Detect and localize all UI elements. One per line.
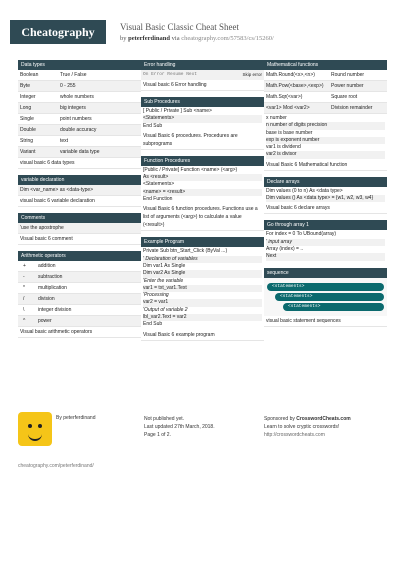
row-key: - [23,274,25,280]
row-key: Variant [20,149,36,155]
code-line: End Sub [143,321,163,328]
code-line: 'Processing [143,292,169,299]
table-row [18,316,141,327]
code-line: var2 = var1 [143,299,262,306]
section-footer: Visual basic 6 Error handling [141,80,264,91]
section-footer: Visual basic 6 comment [18,234,141,245]
code-line: lbl_var2.Text = var2 [143,314,262,321]
section-footer: Visual basic 6 declare arrays [264,203,387,214]
row-value: integer division [38,307,72,313]
code-line: <name> = <result> [143,189,262,196]
section-footer: Visual Basic 6 Mathematical function [264,160,387,171]
footer [0,412,400,502]
row-key: Single [20,116,34,122]
author-profile-url[interactable]: cheatography.com/peterferdinand/ [18,463,94,469]
code-line: <Statements> [143,181,175,188]
row-key: Long [20,105,32,111]
row-value: point numbers [60,116,92,122]
section-header: Mathematical functions [264,60,387,70]
row-key: ^ [23,318,26,324]
statement-pill: <statements> [267,283,384,291]
table-row [18,294,141,305]
table-row [18,103,141,114]
table-row [264,70,387,81]
code-line: 'use the apostrophe [18,223,141,234]
section-footer: visual basic 6 variable declaration [18,196,141,207]
code-line: Array (index) = .. [266,245,304,252]
table-row [264,92,387,103]
publish-info: Not published yet. Last updated 27th March, 2018. Page 1 of 2. [144,416,215,438]
code-line: Next [266,253,385,260]
eye-icon [28,424,32,428]
row-value: Power number [331,83,364,89]
code-line: Dim var2 As Single [143,270,262,277]
code-line: exp is exponent number [266,137,385,144]
statement-pill: <statements> [275,293,384,301]
code-line: End Sub [143,122,163,129]
eye-icon [38,424,42,428]
go-through-array-box [264,220,387,261]
section-header: Data types [18,60,141,70]
section-header: sequence [264,268,387,278]
section-footer: Visual Basic 6 function procedures. Functions use a list of arguments (<arg>) to calculate a value (<result>) [141,204,264,231]
row-key: Integer [20,94,36,100]
row-value: addition [38,263,56,269]
row-key: <var1> Mod <var2> [266,105,310,111]
row-value: whole numbers [60,94,94,100]
row-key: String [20,138,34,144]
code-line: ' input array [266,239,385,246]
sheet-url[interactable]: cheatography.com/57583/cs/15260/ [181,35,274,42]
arithmetic-box [18,251,141,338]
math-functions-box [264,60,387,171]
code-line: End Function [143,196,173,203]
table-row [18,305,141,316]
row-value: True / False [60,72,87,78]
row-value: Square root [331,94,358,100]
table-row [18,70,141,81]
sub-procedures-box [141,97,264,150]
table-row [264,81,387,92]
code-line: var1 = txt_var1.Text [143,285,262,292]
code-line: var1 is dividend [266,144,301,151]
sponsor-info: Sponsored by CrosswordCheats.com Learn to solve cryptic crosswords! http://crosswordcheats.com [264,416,351,438]
code-line: Dim var1 As Single [143,262,186,269]
table-row [264,103,387,114]
code-line: As <result> [143,174,262,181]
comments-box [18,213,141,245]
code-line: On Error Resume Next Skip error [141,70,264,80]
row-key: Math.Sqr(<var>) [266,94,303,100]
section-header: Function Procedures [141,156,264,166]
section-header: Comments [18,213,141,223]
row-value: power [38,318,52,324]
table-row [18,136,141,147]
section-header: Go through array 1 [264,220,387,230]
section-header: Arithmetic operators [18,251,141,261]
row-key: \ [23,307,25,313]
code-line: 'Enter the variable [143,277,184,284]
row-key: Double [20,127,36,133]
author-link[interactable]: peterferdinand [63,415,96,421]
row-value: big integers [60,105,86,111]
header [0,0,400,58]
code-line: n number of digits precision [266,122,385,129]
table-row [18,147,141,158]
sponsor-url[interactable]: http://crosswordcheats.com [264,432,325,438]
section-header: Declare arrays [264,177,387,187]
row-value: Round number [331,72,365,78]
row-value: variable data type [60,149,100,155]
section-footer: Visual Basic 6 procedures. Procedures are subprograms [141,131,264,150]
table-row [18,92,141,103]
table-row [18,261,141,272]
author-link[interactable]: peterferdinand [128,35,171,42]
section-footer: visual basic statement sequences [264,316,387,327]
section-footer: Visual basic arithmetic operators [18,327,141,338]
statement-pill: <statements> [283,303,384,311]
logo[interactable]: Cheatography [10,20,106,44]
row-key: Math.Pow(<base>,<exp>) [266,83,324,89]
declare-arrays-box [264,177,387,215]
section-header: Error handling [141,60,264,70]
code-line: For index = 0 To UBound(array) [266,231,337,238]
error-handling-box [141,60,264,91]
code-line: var2 is divisor [266,151,385,158]
code-line: 'Output of variable 2 [143,306,188,313]
table-row [18,125,141,136]
example-program-box [141,237,264,340]
column-3 [264,60,387,333]
row-key: Byte [20,83,31,89]
row-value: double accuracy [60,127,97,133]
column-2 [141,60,264,347]
row-value: multiplication [38,285,67,291]
code-line: Private Sub btn_Start_Click (ByVal ...) [143,248,228,255]
row-value: Division remainder [331,105,373,111]
table-row [18,81,141,92]
variable-declaration-box [18,175,141,207]
row-value: division [38,296,55,302]
row-key: / [23,296,25,302]
sponsor-link[interactable]: CrosswordCheats.com [296,416,351,422]
column-1 [18,60,141,344]
avatar[interactable] [18,412,52,446]
code-line: ' Declaration of variables [143,256,262,263]
author-credit: By peterferdinand [56,415,96,421]
table-row [18,272,141,283]
code-line: base is base number [266,129,313,136]
row-value: 0 - 255 [60,83,76,89]
sequence-box [264,268,387,327]
table-row [18,114,141,125]
code-line: x number [266,115,287,121]
row-key: Boolean [20,72,39,78]
section-header: Sub Procedures [141,97,264,107]
row-key: Math.Round(<x>,<n>) [266,72,315,78]
function-procedures-box [141,156,264,231]
subtitle: by peterferdinand via cheatography.com/57583/cs/15260/ [120,35,274,42]
row-value: subtraction [38,274,63,280]
data-types-box [18,60,141,169]
page-title: Visual Basic Classic Cheat Sheet [120,22,239,32]
code-line: <Statements> [143,115,262,122]
row-key: + [23,263,26,269]
section-header: Example Program [141,237,264,247]
smile-icon [28,432,42,441]
section-footer: Visual Basic 6 example program [141,330,264,341]
code-line: Dim <var_name> as <data-type> [18,185,141,196]
code-line: Dim values (0 to n) As <data type> [266,187,343,194]
section-header: variable declaration [18,175,141,185]
row-value: text [60,138,69,144]
code-line: Dim values () As <data type> = {w1, w2, w3, w4} [266,195,385,202]
table-row [18,283,141,294]
section-footer: visual basic 6 data types [18,158,141,169]
row-key: * [23,285,25,291]
code-line: [Public / Private] Function <name> (<arg>) [143,166,238,173]
code-line: [ Public / Private ] Sub <name> [143,108,212,114]
